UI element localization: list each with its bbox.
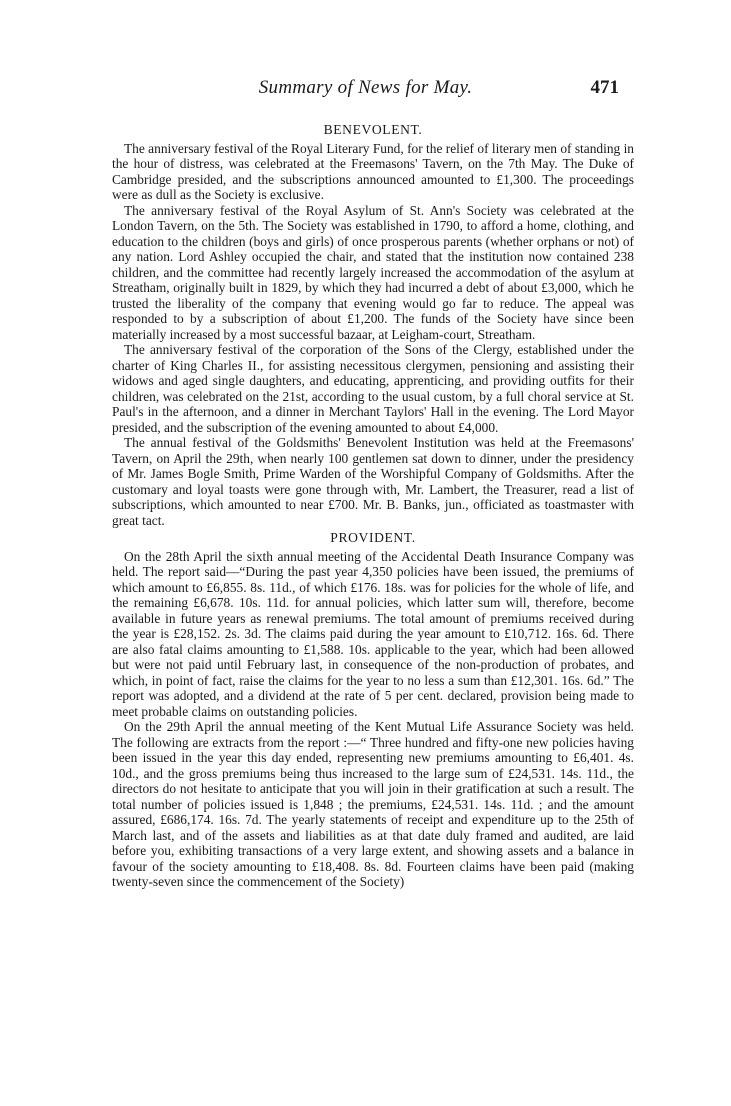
section-heading-benevolent: BENEVOLENT.	[323, 122, 423, 137]
running-title: Summary of News for May.	[258, 77, 473, 98]
article-body	[112, 122, 634, 890]
running-header	[112, 74, 619, 102]
page-number: 471	[590, 77, 619, 98]
section-heading-provident: PROVIDENT.	[330, 530, 416, 545]
paragraph-royal-literary-fund: The anniversary festival of the Royal Literary Fund, for the relief of literary men of standing in the hour of distress, was celebrated at the Freemasons' Tavern, on the 7th May. The Duke of Cambridge presided, and the subscriptions announced amounted to £1,300. The proceedings were as dull as the Society is exclusive.	[112, 140, 634, 202]
paragraph-accidental-death-insurance: On the 28th April the sixth annual meeting of the Accidental Death Insurance Company was held. The report said—“During the past year 4,350 policies have been issued, the premiums of which amount to £6,855. 8s. 11d., of which £176. 18s. was for policies for the whole of life, and the remaining £6,678. 10s. 11d. for annual policies, which latter sum will, therefore, become available in future years as renewal premiums. The total amount of premiums received during the year is £28,152. 2s. 3d. The claims paid during the year amount to £10,712. 16s. 6d. There are also fatal claims amounting to £1,588. 10s. applicable to the year, which had been allowed but were not paid until February last, in consequence of the non-production of probates, and which, in point of fact, raise the claims for the year to no less a sum than £12,301. 16s. 6d.” The report was adopted, and a dividend at the rate of 5 per cent. declared, provision being made to meet probable claims on outstanding policies.	[112, 548, 634, 719]
paragraph-kent-mutual-life: On the 29th April the annual meeting of the Kent Mutual Life Assurance Society was held. The following are extracts from the report :—“ Three hundred and fifty-one new policies having been issued in the year this day ended, representing new premiums amounting to £6,401. 4s. 10d., and the gross premiums being thus increased to the large sum of £24,531. 14s. 11d., the directors do not hesitate to anticipate that you will join in their gratification at such a result. The total number of policies issued is 1,848 ; the premiums, £24,531. 14s. 11d. ; and the amount assured, £686,174. 16s. 7d. The yearly statements of receipt and expenditure up to the 25th of March last, and of the assets and liabilities as at that date duly framed and audited, are laid before you, exhibiting transactions of a very large extent, and showing assets and a balance in favour of the society amounting to £18,408. 8s. 8d. Fourteen claims have been paid (making twenty-seven since the commencement of the Society)	[112, 719, 634, 889]
paragraph-st-anns-society: The anniversary festival of the Royal Asylum of St. Ann's Society was celebrated at the London Tavern, on the 5th. The Society was established in 1790, to afford a home, clothing, and education to the children (boys and girls) of once prosperous parents (whether orphans or not) of any nation. Lord Ashley occupied the chair, and stated that the institution now contained 238 children, and the committee had recently largely increased the accommodation of the asylum at Streatham, originally built in 1829, by which they had incurred a debt of about £3,000, which he trusted the liberality of the company that evening would go far to reduce. The appeal was responded to by a subscription of about £1,200. The funds of the Society have since been materially increased by a most successful bazaar, at Leigham-court, Streatham.	[112, 202, 634, 342]
paragraph-goldsmiths-institution: The annual festival of the Goldsmiths' Benevolent Institution was held at the Freemasons' Tavern, on April the 29th, when nearly 100 gentlemen sat down to dinner, under the presidency of Mr. James Bogle Smith, Prime Warden of the Worshipful Company of Goldsmiths. After the customary and loyal toasts were gone through with, Mr. Lambert, the Treasurer, read a list of subscriptions, which amounted to near £700. Mr. B. Banks, jun., officiated as toastmaster with great tact.	[112, 435, 634, 528]
paragraph-sons-of-the-clergy: The anniversary festival of the corporation of the Sons of the Clergy, established under the charter of King Charles II., for assisting necessitous clergymen, pensioning and assisting their widows and aged single daughters, and educating, apprenticing, and providing outfits for their children, was celebrated on the 21st, according to the usual custom, by a full choral service at St. Paul's in the afternoon, and a dinner in Merchant Taylors' Hall in the evening. The Lord Mayor presided, and the subscription of the evening amounted to about £4,000.	[112, 342, 634, 435]
